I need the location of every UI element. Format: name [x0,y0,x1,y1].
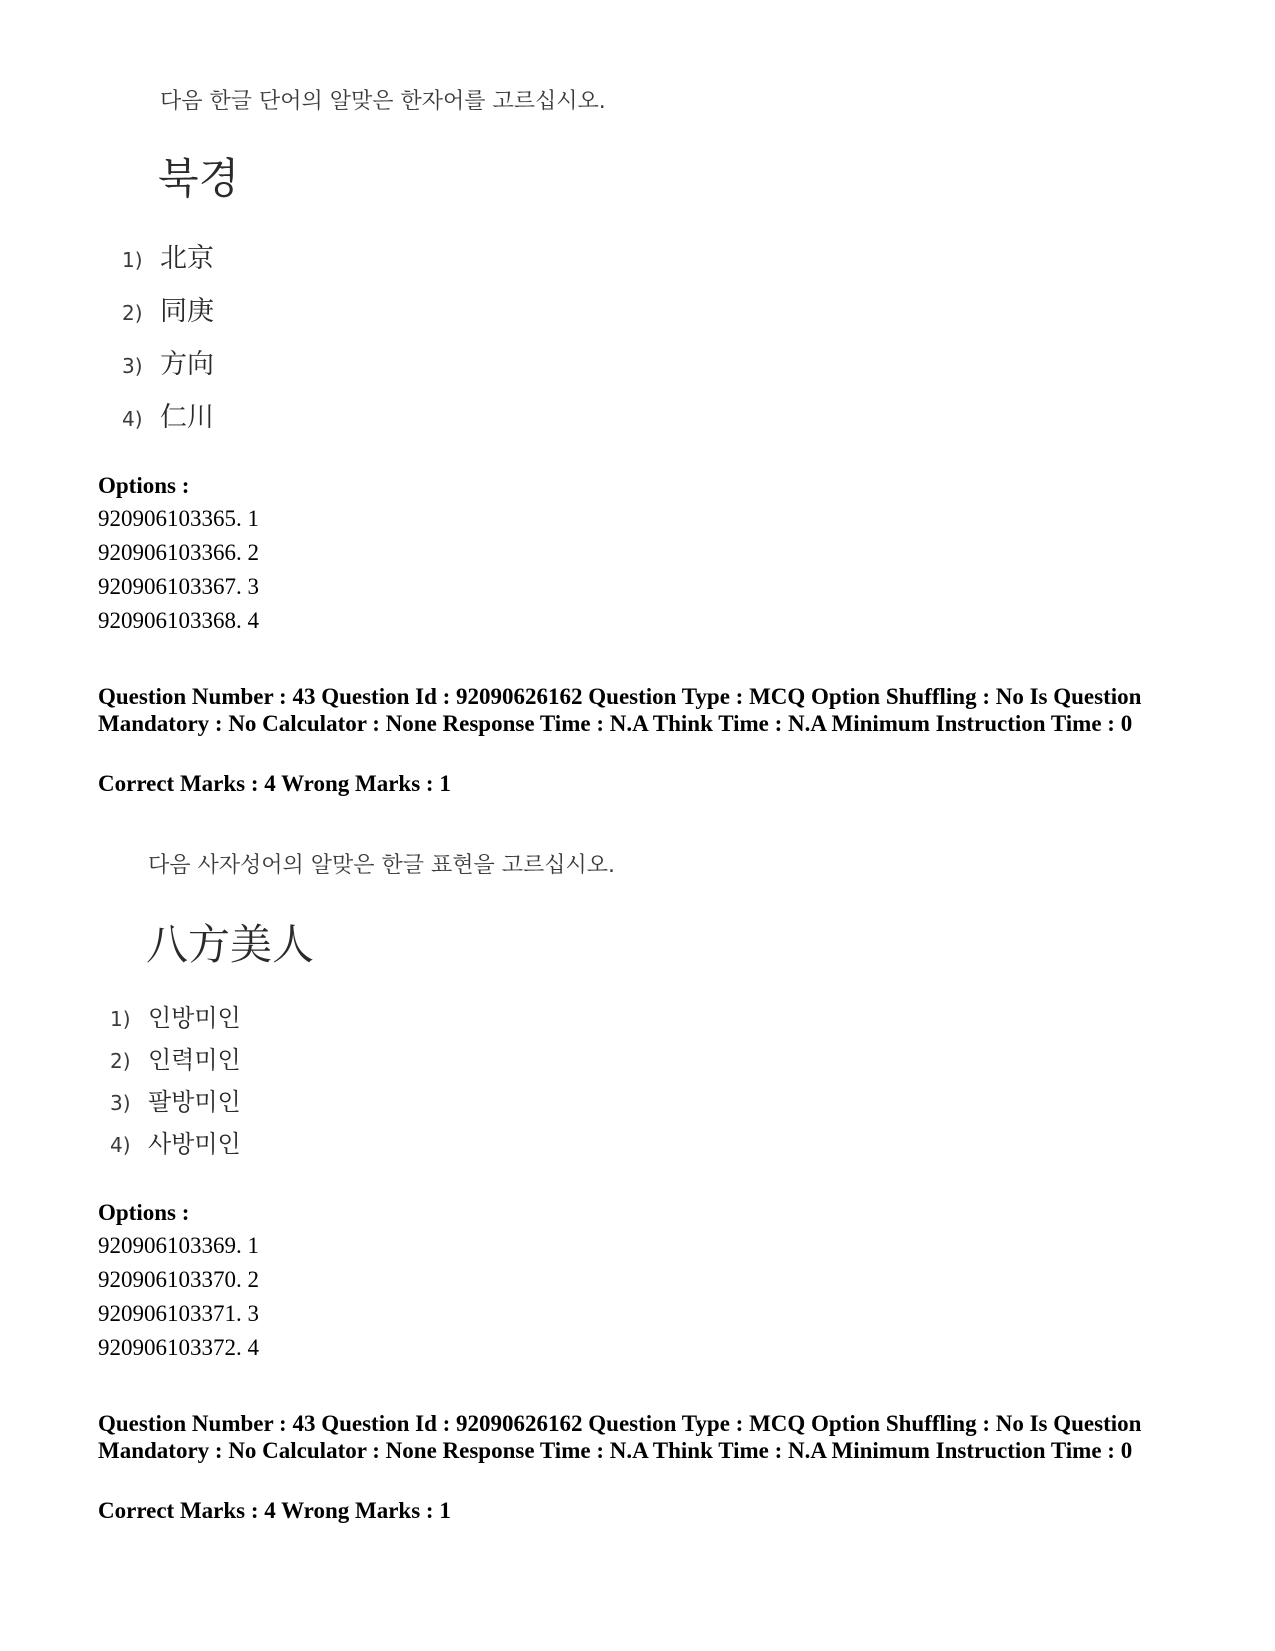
choice-text: 仁川 [160,402,214,433]
question-1-term: 북경 [158,154,240,203]
question-2-marks: Correct Marks : 4 Wrong Marks : 1 [98,771,451,796]
choice-number: 4) [122,407,143,431]
question-1-choice-2 [122,289,214,328]
question-1-choice-3 [122,342,214,381]
question-1-option-1: 920906103365. 1 [98,506,259,531]
question-2-choice-4 [110,1124,241,1159]
question-1-option-2: 920906103366. 2 [98,540,259,565]
choice-number: 2) [122,301,143,325]
question-3-marks: Correct Marks : 4 Wrong Marks : 1 [98,1498,451,1523]
question-2-option-3: 920906103371. 3 [98,1301,259,1326]
question-1-options-label: Options : [98,473,190,498]
question-2-option-4: 920906103372. 4 [98,1335,259,1360]
question-2-choice-2 [110,1040,241,1075]
choice-number: 1) [122,248,143,272]
choice-text: 同庚 [160,296,214,327]
question-2-choice-3 [110,1082,241,1117]
choice-text: 인력미인 [148,1046,241,1074]
choice-text: 팔방미인 [148,1088,241,1116]
choice-text: 方向 [160,349,214,380]
question-1-prompt: 다음 한글 단어의 알맞은 한자어를 고르십시오. [160,89,606,114]
choice-number: 4) [110,1133,131,1157]
question-1-choice-4 [122,395,214,434]
question-2-option-2: 920906103370. 2 [98,1267,259,1292]
question-2-choice-1 [110,998,241,1033]
question-2-prompt: 다음 사자성어의 알맞은 한글 표현을 고르십시오. [148,853,616,878]
question-2-term: 八方美人 [146,920,315,969]
choice-number: 3) [122,354,143,378]
choice-text: 北京 [160,243,214,274]
question-1-option-4: 920906103368. 4 [98,608,259,633]
choice-text: 사방미인 [148,1130,241,1158]
choice-text: 인방미인 [148,1004,241,1032]
question-2-options-label: Options : [98,1200,190,1225]
choice-number: 2) [110,1049,131,1073]
question-3-header: Question Number : 43 Question Id : 92090626162 Question Type : MCQ Option Shuffling : No Is Question Mandatory : No Calculator : None Response Time : N.A Think Time : N.A Minimum Instruction Time : 0 [98,1411,1142,1463]
question-2-option-1: 920906103369. 1 [98,1233,259,1258]
question-2-header: Question Number : 43 Question Id : 92090626162 Question Type : MCQ Option Shuffling : No Is Question Mandatory : No Calculator : None Response Time : N.A Think Time : N.A Minimum Instruction Time : 0 [98,684,1142,736]
choice-number: 3) [110,1091,131,1115]
choice-number: 1) [110,1007,131,1031]
question-1-choice-1 [122,236,214,275]
question-1-option-3: 920906103367. 3 [98,574,259,599]
